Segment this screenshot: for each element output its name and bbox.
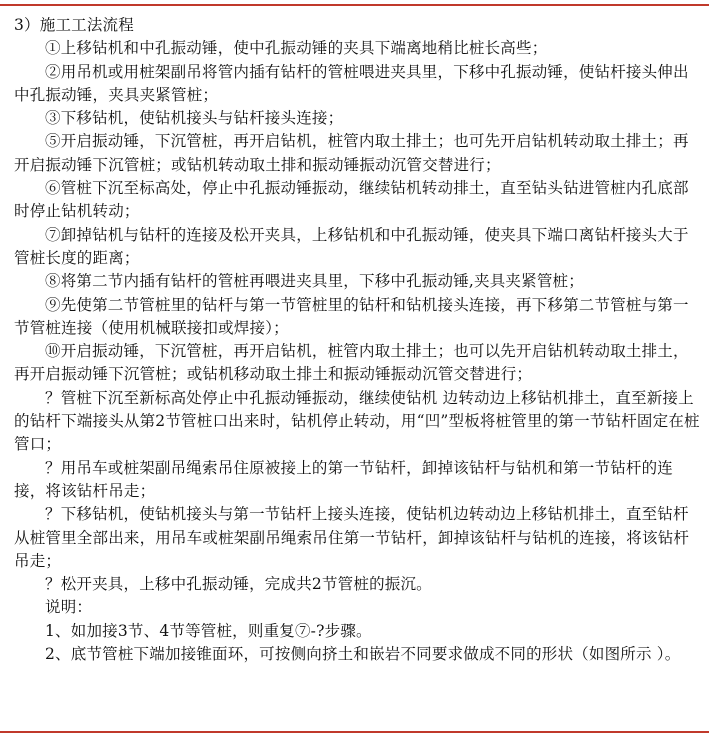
step-13: ？下移钻机，使钻机接头与第一节钻杆上接头连接，使钻机边转动边上移钻机排土，直至钻杆从桩管里全部出来，用吊车或桩架副吊绳索吊住第一节钻杆，卸掉该钻杆与钻机的连接，将该钻杆吊走； [14,505,690,570]
step-9: ⑨先使第二节管桩里的钻杆与第一节管桩里的钻杆和钻机接头连接，再下移第二节管桩与第一节管桩连接（使用机械联接扣或焊接）； [14,295,689,337]
step-11: ？管桩下沉至新标高处停止中孔振动锤振动，继续使钻机 边转动边上移钻机排土，直至新接上的钻杆下端接头从第2节管桩口出来时，钻机停止转动，用“凹”型板将桩管里的第一节钻杆固定在桩管口； [14,388,700,454]
step-12: ？用吊车或桩架副吊绳索吊住原被接上的第一节钻杆，卸掉该钻杆与钻机和第一节钻杆的连接，将该钻杆吊走； [14,458,674,500]
step-3: ③下移钻机，使钻机接头与钻杆接头连接； [45,109,344,128]
step-10: ⑩开启振动锤，下沉管桩，再开启钻机，桩管内取土排土；也可以先开启钻机转动取土排土，再开启振动锤下沉管桩；或钻机移动取土排土和振动锤振动沉管交替进行； [14,342,689,384]
note-2: 2、底节管桩下端加接锥面环，可按侧向挤土和嵌岩不同要求做成不同的形状（如图所示 ）。 [45,645,681,664]
top-divider [0,4,709,6]
notes-heading: 说明： [45,598,93,617]
step-1: ①上移钻机和中孔振动锤，使中孔振动锤的夹具下端离地稍比桩长高些； [45,39,548,58]
note-1: 1、如加接3节、4节等管桩，则重复⑦-?步骤。 [45,621,372,640]
section-heading: 3）施工工法流程 [14,16,134,34]
bottom-divider [0,731,709,733]
step-2: ②用吊机或用桩架副吊将管内插有钻杆的管桩喂进夹具里，下移中孔振动锤，使钻杆接头伸出中孔振动锤，夹具夹紧管桩； [14,62,689,104]
step-6: ⑥管桩下沉至标高处，停止中孔振动锤振动，继续钻机转动排土，直至钻头钻进管桩内孔底部时停止钻机转动； [14,179,689,221]
step-14: ？松开夹具，上移中孔振动锤，完成共2节管桩的振沉。 [45,575,432,594]
document-body [14,14,700,666]
step-7: ⑦卸掉钻机与钻杆的连接及松开夹具，上移钻机和中孔振动锤，使夹具下端口离钻杆接头大于管桩长度的距离； [14,225,689,267]
step-8: ⑧将第二节内插有钻杆的管桩再喂进夹具里，下移中孔振动锤,夹具夹紧管桩； [45,272,584,291]
step-5: ⑤开启振动锤，下沉管桩，再开启钻机，桩管内取土排土；也可先开启钻机转动取土排土；再开启振动锤下沉管桩；或钻机转动取土排和振动锤振动沉管交替进行； [14,132,689,174]
